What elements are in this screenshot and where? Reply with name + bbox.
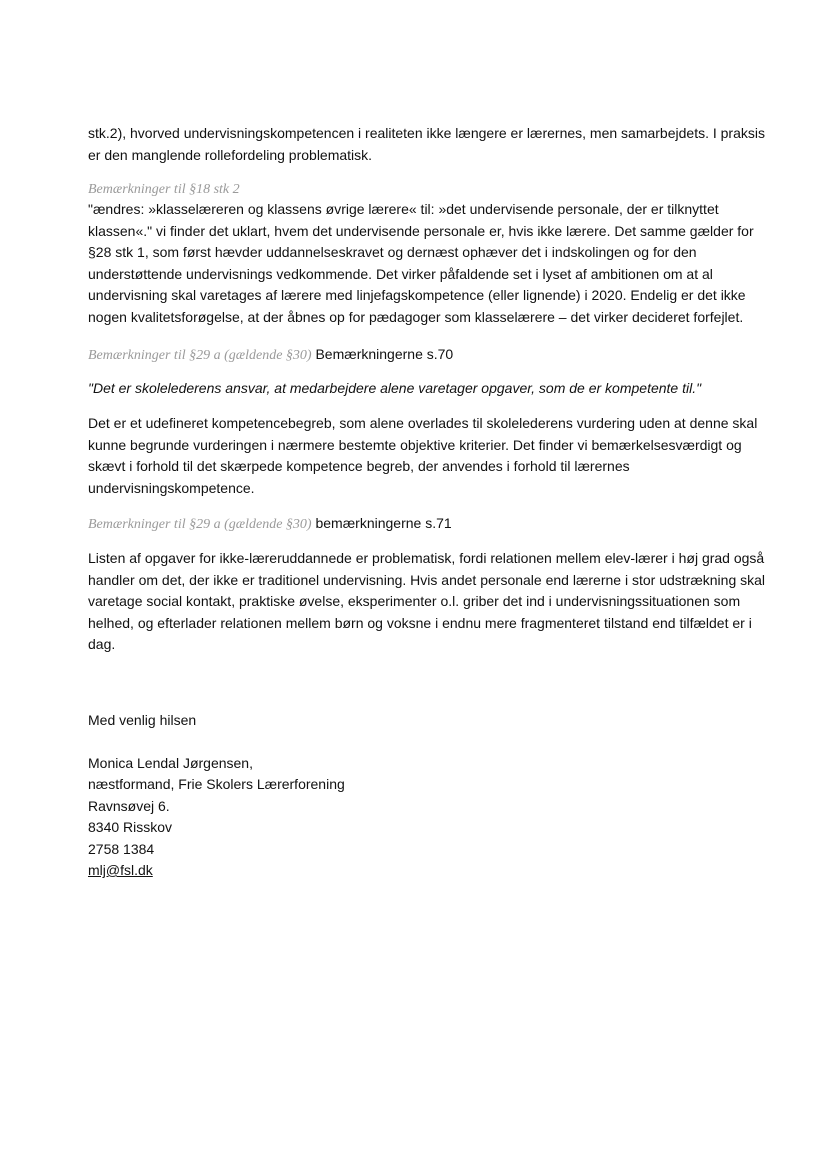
section2-reference xyxy=(88,344,778,367)
section1-ref-label: Bemærkninger til §18 stk 2 xyxy=(88,182,240,197)
signature-email-line xyxy=(88,860,153,882)
section3-body: Listen af opgaver for ikke-læreruddannede er problematisk, fordi relationen mellem elev-lærer i høj grad også handler om det, der ikke er traditionel undervisning. Hvis andet personale end lærerne i stor udstrækning skal varetage social kontakt, praktiske øvelse, eksperimenter o.l. griber det ind i undervisningssituationen som helhed, og efterlader relationen mellem børn og voksne i endnu mere fragmenteret tilstand end tilfældet er i dag. xyxy=(88,550,766,653)
signature-street: Ravnsøvej 6. xyxy=(88,798,170,814)
section1-reference xyxy=(88,178,778,201)
section3-reference xyxy=(88,513,778,536)
section1-body: "ændres: »klasselæreren og klassens øvrige lærere« til: »det undervisende personale, der er tilknyttet klassen«." vi finder det uklart, hvem det undervisende personale er, hvis ikke lærere. Det samme gælder for §28 stk 1, som først hævder uddannelseskravet og dernæst ophæver det i indskolingen og for den understøttende undervisnings vedkommende. Det virker påfaldende set i lyset af ambitionen om at al undervisning skal varetages af lærere med linjefagskompetence (eller lignende) i 2020. Endelig er det ikke nogen kvalitetsforøgelse, at der åbnes op for pædagoger som klasselærere – det virker decideret forfejlet. xyxy=(88,201,754,325)
section2-note: Bemærkningerne s.70 xyxy=(315,346,454,362)
signature-city: 8340 Risskov xyxy=(88,819,173,835)
section2-body: Det er et udefineret kompetencebegreb, som alene overlades til skolelederens vurdering uden at denne skal kunne begrunde vurderingen i nærmere bestemte objektive kriterier. Det finder vi bemærkelsesværdigt og skævt i forhold til det skærpede kompetence begreb, der anvendes i forhold til lærernes undervisningskompetence. xyxy=(88,415,758,496)
signature-phone: 2758 1384 xyxy=(88,841,155,857)
email-link[interactable]: mlj@fsl.dk xyxy=(88,862,153,878)
intro-paragraph: stk.2), hvorved undervisningskompetencen i realiteten ikke længere er lærernes, men samarbejdets. I praksis er den manglende rollefordeling problematisk. xyxy=(88,125,765,163)
section3-ref-label: Bemærkninger til §29 a (gældende §30) xyxy=(88,517,312,532)
section3-note: bemærkningerne s.71 xyxy=(315,515,452,531)
closing-greeting: Med venlig hilsen xyxy=(88,712,197,728)
section2-ref-label: Bemærkninger til §29 a (gældende §30) xyxy=(88,348,312,363)
signature-title: næstformand, Frie Skolers Lærerforening xyxy=(88,776,345,792)
signature-name: Monica Lendal Jørgensen, xyxy=(88,755,253,771)
section2-quote: "Det er skolelederens ansvar, at medarbejdere alene varetager opgaver, som de er kompetente til." xyxy=(88,380,702,396)
